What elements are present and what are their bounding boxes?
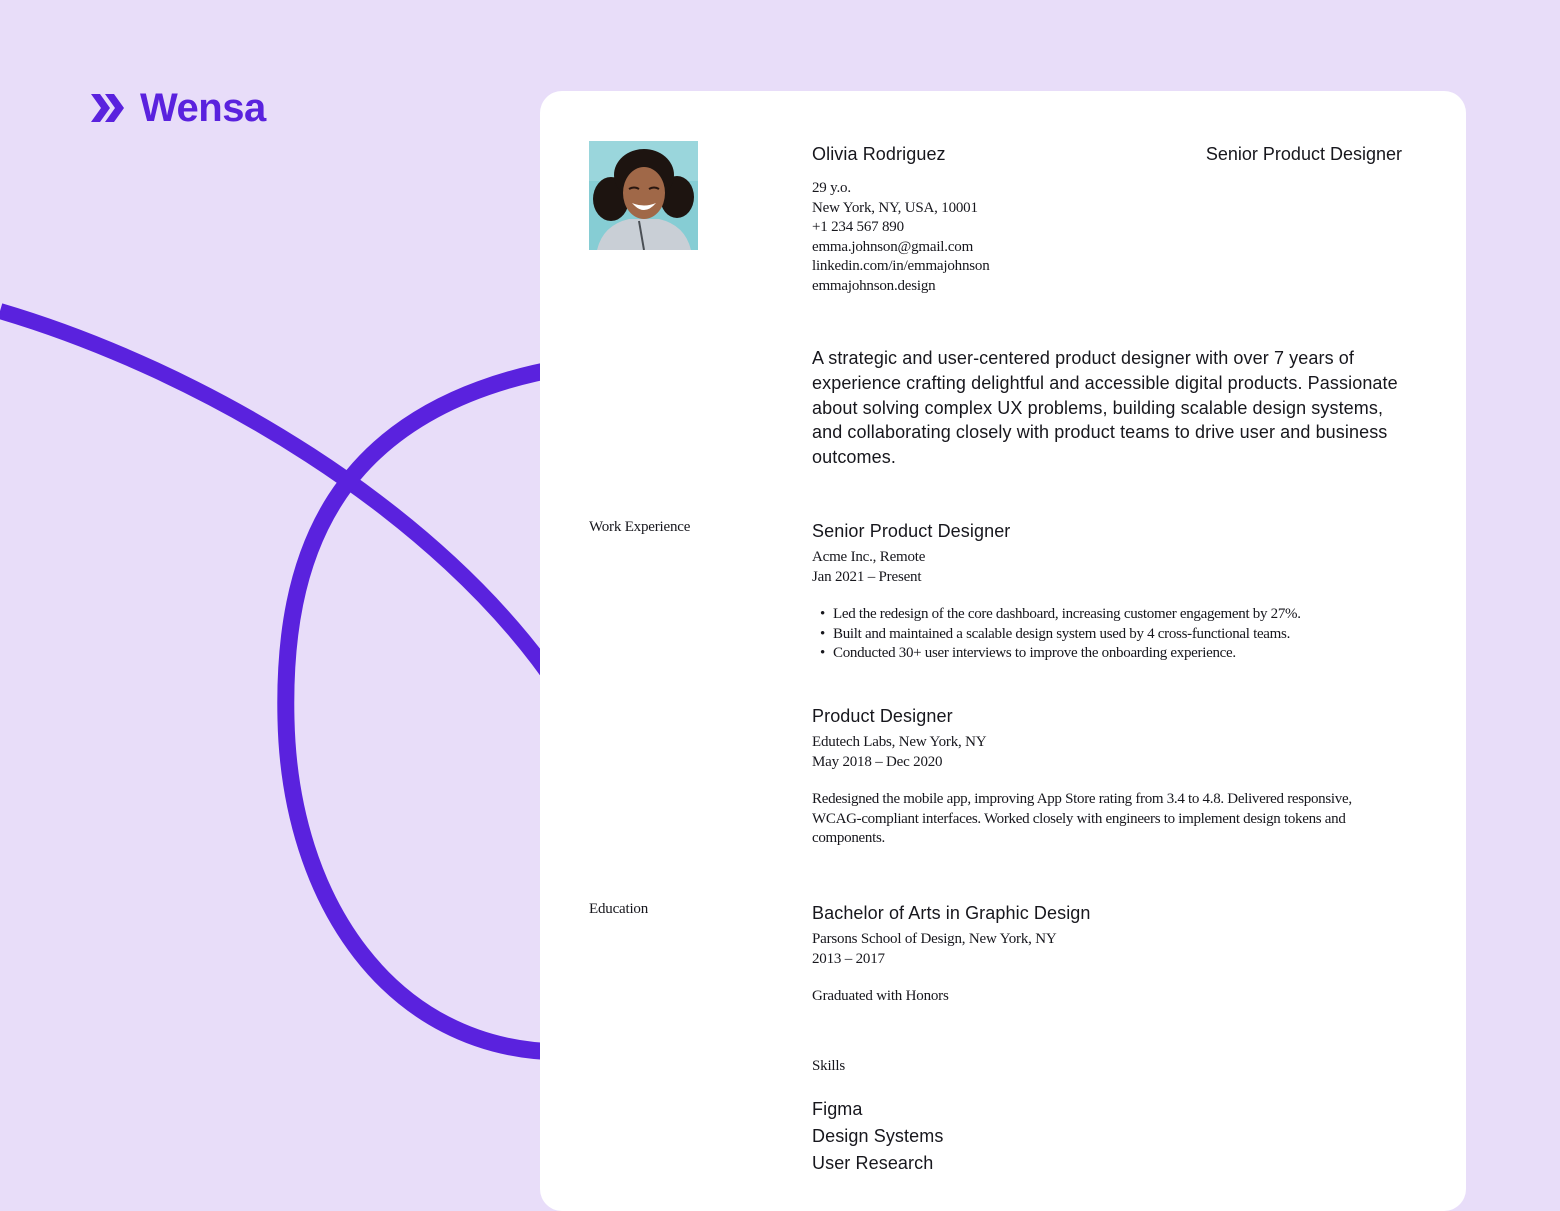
job-dates: Jan 2021 – Present: [812, 568, 922, 585]
location-text: New York, NY, USA, 10001: [812, 199, 978, 216]
linkedin-link[interactable]: linkedin.com/in/emmajohnson: [812, 258, 990, 275]
candidate-role: Senior Product Designer: [1205, 144, 1402, 164]
job-entry: [812, 705, 1402, 849]
phone-text[interactable]: +1 234 567 890: [812, 219, 904, 236]
candidate-name: Olivia Rodriguez: [812, 144, 946, 164]
education-entry: [812, 902, 1402, 1007]
work-experience-label: Work Experience: [589, 519, 691, 535]
school-name: Parsons School of Design, New York, NY: [812, 931, 1057, 947]
summary-text: A strategic and user-centered product designer with over 7 years of experience crafting delightful and accessible digital products. Passionate about solving complex UX problems, building scalable design systems, and collaborating closely with product teams to drive user and business outcomes.: [812, 348, 1398, 468]
age-text: 29 y.o.: [812, 180, 851, 196]
job-title: Senior Product Designer: [812, 521, 1011, 541]
skills-label: Skills: [812, 1058, 845, 1074]
job-bullet: • Conducted 30+ user interviews to improve the onboarding experience.: [820, 644, 1402, 664]
education-dates: 2013 – 2017: [812, 950, 885, 967]
job-dates: May 2018 – Dec 2020: [812, 753, 943, 770]
brand-name: Wensa: [140, 86, 266, 130]
website-link[interactable]: emmajohnson.design: [812, 277, 936, 294]
job-company: Edutech Labs, New York, NY: [812, 734, 987, 750]
job-title: Product Designer: [812, 706, 953, 726]
email-link[interactable]: emma.johnson@gmail.com: [812, 238, 974, 255]
skill-item: Figma: [812, 1099, 863, 1119]
degree-title: Bachelor of Arts in Graphic Design: [812, 903, 1091, 923]
skill-item: User Research: [812, 1153, 934, 1173]
job-description: Redesigned the mobile app, improving App Store rating from 3.4 to 4.8. Delivered responsive, WCAG-compliant interfaces. Worked closely with engineers to implement design tokens and components.: [812, 791, 1352, 847]
job-company: Acme Inc., Remote: [812, 549, 926, 565]
job-entry: [812, 520, 1402, 664]
contact-info: [812, 179, 1212, 297]
job-meta: [812, 733, 1402, 772]
profile-photo: [589, 141, 698, 250]
skill-item: Design Systems: [812, 1126, 944, 1146]
job-bullet: • Led the redesign of the core dashboard, increasing customer engagement by 27%.: [820, 605, 1402, 625]
job-bullets: [820, 605, 1402, 664]
job-meta: [812, 548, 1402, 587]
resume-card: [540, 91, 1466, 1211]
education-label: Education: [589, 901, 649, 917]
job-bullet: • Built and maintained a scalable design system used by 4 cross-functional teams.: [820, 625, 1402, 645]
skills-list: [812, 1096, 943, 1177]
education-note: Graduated with Honors: [812, 988, 949, 1005]
education-meta: [812, 930, 1402, 969]
